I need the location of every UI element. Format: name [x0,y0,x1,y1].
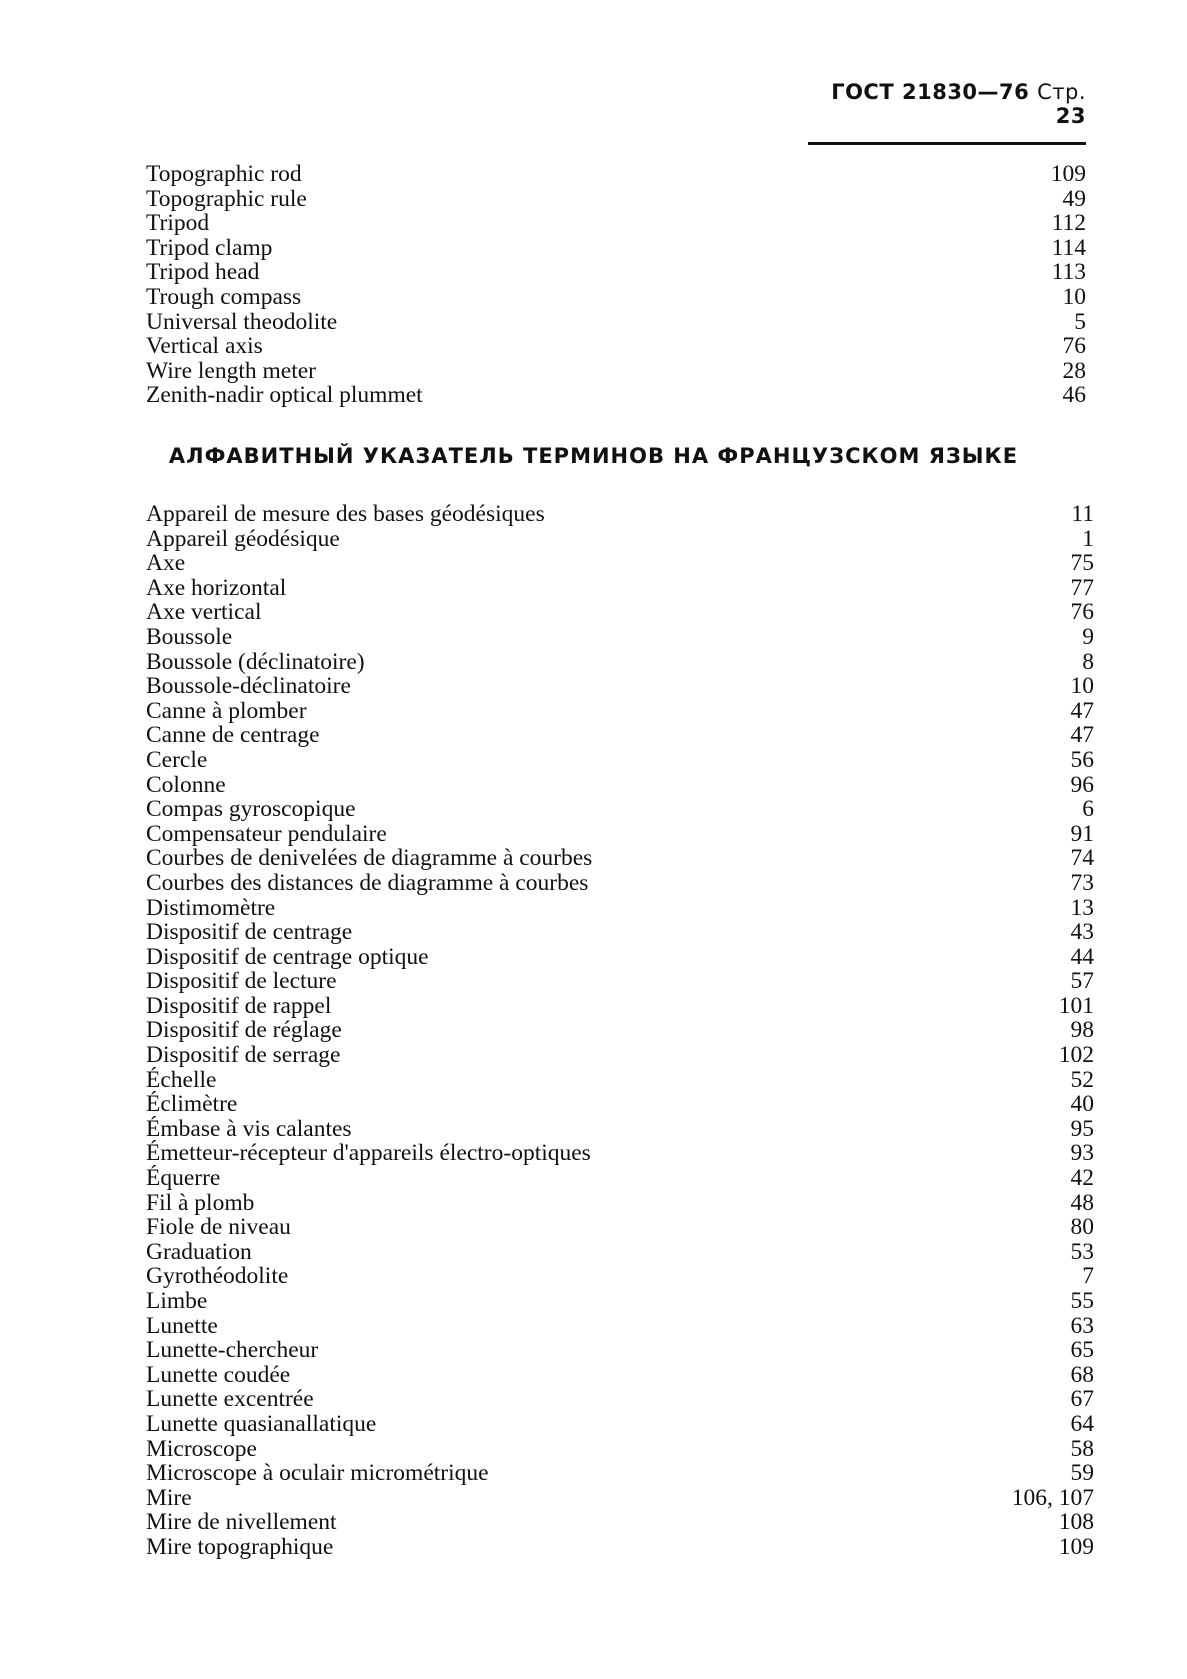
index-term: Fil à plomb [146,1189,255,1216]
index-term: Colonne [146,771,226,798]
index-entry [146,896,1094,921]
index-term: Vertical axis [146,333,263,360]
index-term: Appareil de mesure des bases géodésiques [146,501,545,527]
index-page-number: 8 [1082,648,1094,675]
index-term: Limbe [146,1288,208,1314]
index-entry [146,625,1094,650]
index-entry [146,699,1094,724]
index-entry [146,600,1094,625]
index-page-number: 67 [1070,1386,1094,1413]
index-page-number: 13 [1070,894,1094,921]
english-index-list [146,162,1086,408]
index-term: Dispositif de serrage [146,1042,341,1069]
index-term: Appareil géodésique [146,525,340,552]
index-page-number: 80 [1070,1214,1094,1241]
index-term: Canne à plomber [146,697,307,724]
index-page-number: 65 [1070,1337,1094,1364]
index-entry [146,1461,1094,1486]
index-term: Courbes des distances de diagramme à courbes [146,869,589,896]
page-header [808,80,1086,145]
index-entry [146,260,1086,285]
index-entry [146,1215,1094,1240]
index-entry [146,162,1086,187]
index-page-number: 76 [1070,599,1094,626]
index-page-number: 1 [1082,525,1094,552]
index-term: Dispositif de rappel [146,992,332,1019]
index-term: Boussole (déclinatoire) [146,648,365,675]
page-label: Стр. [1037,80,1086,104]
index-page-number: 112 [1051,210,1086,237]
index-page-number: 53 [1070,1238,1094,1265]
index-entry [146,994,1094,1019]
index-term: Distimomètre [146,894,276,921]
index-entry [146,551,1094,576]
index-entry [146,1166,1094,1191]
index-page-number: 98 [1070,1017,1094,1044]
index-term: Topographic rule [146,185,307,212]
index-entry [146,502,1094,527]
index-term: Mire de nivellement [146,1509,337,1536]
index-term: Mire topographique [146,1533,334,1560]
index-entry [146,1043,1094,1068]
index-term: Équerre [146,1165,221,1192]
index-entry [146,723,1094,748]
index-entry [146,650,1094,675]
index-page-number: 113 [1051,259,1086,286]
index-page-number: 49 [1062,185,1086,212]
index-page-number: 109 [1058,1533,1094,1560]
index-entry [146,1141,1094,1166]
page-number: 23 [1055,104,1086,128]
index-page-number: 101 [1058,992,1094,1019]
index-term: Dispositif de lecture [146,968,337,995]
index-page-number: 42 [1070,1165,1094,1192]
index-entry [146,920,1094,945]
index-entry [146,1314,1094,1339]
index-page-number: 106, 107 [1011,1484,1094,1511]
index-page-number: 11 [1071,501,1094,527]
index-entry [146,797,1094,822]
index-entry [146,310,1086,335]
index-entry [146,1117,1094,1142]
index-entry [146,1264,1094,1289]
index-entry [146,945,1094,970]
index-term: Axe horizontal [146,574,287,601]
index-term: Topographic rod [146,161,302,187]
index-page-number: 93 [1070,1140,1094,1167]
index-entry [146,1486,1094,1511]
index-term: Dispositif de centrage [146,919,353,946]
index-entry [146,1535,1094,1560]
index-term: Microscope à oculair micrométrique [146,1460,489,1487]
index-term: Émetteur-récepteur d'appareils électro-optiques [146,1140,591,1167]
index-entry [146,187,1086,212]
index-entry [146,846,1094,871]
index-entry [146,359,1086,384]
index-page-number: 57 [1070,968,1094,995]
index-term: Gyrothéodolite [146,1263,289,1290]
index-page-number: 10 [1062,283,1086,310]
index-page-number: 74 [1070,845,1094,872]
index-term: Lunette-chercheur [146,1337,319,1364]
index-page-number: 52 [1070,1066,1094,1093]
index-page-number: 109 [1050,161,1086,187]
index-term: Compensateur pendulaire [146,820,387,847]
index-term: Dispositif de centrage optique [146,943,429,970]
index-term: Microscope [146,1435,257,1462]
index-page-number: 47 [1070,722,1094,749]
index-entry [146,1338,1094,1363]
index-entry [146,1437,1094,1462]
index-entry [146,748,1094,773]
index-term: Lunette [146,1312,218,1339]
index-term: Échelle [146,1066,217,1093]
index-page-number: 68 [1070,1361,1094,1388]
index-term: Éclimètre [146,1091,238,1118]
index-page-number: 10 [1070,673,1094,700]
index-term: Tripod clamp [146,234,273,261]
standard-code: ГОСТ 21830—76 [831,80,1030,104]
french-index-heading: АЛФАВИТНЫЙ УКАЗАТЕЛЬ ТЕРМИНОВ НА ФРАНЦУЗСКОМ ЯЗЫКЕ [168,444,1019,468]
index-page-number: 43 [1070,919,1094,946]
index-term: Tripod head [146,259,260,286]
index-entry [146,527,1094,552]
index-entry [146,285,1086,310]
index-entry [146,969,1094,994]
index-term: Courbes de denivelées de diagramme à courbes [146,845,593,872]
index-entry [146,236,1086,261]
index-entry [146,871,1094,896]
index-entry [146,822,1094,847]
index-entry [146,1191,1094,1216]
index-page-number: 6 [1082,796,1094,823]
index-entry [146,773,1094,798]
index-page-number: 96 [1070,771,1094,798]
index-page-number: 73 [1070,869,1094,896]
index-term: Zenith-nadir optical plummet [146,382,423,409]
index-term: Fiole de niveau [146,1214,291,1241]
index-page-number: 9 [1082,623,1094,650]
index-term: Lunette coudée [146,1361,291,1388]
index-term: Boussole-déclinatoire [146,673,351,700]
index-page-number: 56 [1070,746,1094,773]
index-entry [146,383,1086,408]
index-page-number: 114 [1051,234,1086,261]
index-page-number: 77 [1070,574,1094,601]
index-page-number: 59 [1070,1460,1094,1487]
index-page-number: 63 [1070,1312,1094,1339]
index-term: Canne de centrage [146,722,320,749]
index-entry [146,1092,1094,1117]
index-term: Émbase à vis calantes [146,1115,352,1142]
index-page-number: 55 [1070,1288,1094,1314]
index-page-number: 58 [1070,1435,1094,1462]
index-term: Graduation [146,1238,252,1265]
index-page-number: 102 [1058,1042,1094,1069]
index-entry [146,1289,1094,1314]
index-entry [146,1363,1094,1388]
index-page-number: 40 [1070,1091,1094,1118]
index-page-number: 28 [1062,357,1086,384]
index-page-number: 48 [1070,1189,1094,1216]
index-entry [146,334,1086,359]
index-term: Dispositif de réglage [146,1017,342,1044]
index-page-number: 75 [1070,550,1094,577]
index-entry [146,1068,1094,1093]
french-index-list [146,502,1094,1560]
index-page-number: 44 [1070,943,1094,970]
index-term: Lunette quasianallatique [146,1410,377,1437]
index-page-number: 108 [1058,1509,1094,1536]
index-page-number: 46 [1062,382,1086,409]
index-entry [146,1412,1094,1437]
index-entry [146,674,1094,699]
index-entry [146,1510,1094,1535]
index-term: Boussole [146,623,233,650]
index-term: Mire [146,1484,192,1511]
index-entry [146,1387,1094,1412]
index-term: Cercle [146,746,208,773]
index-term: Axe vertical [146,599,262,626]
index-term: Trough compass [146,283,302,310]
index-term: Lunette excentrée [146,1386,314,1413]
index-entry [146,576,1094,601]
index-entry [146,211,1086,236]
index-term: Wire length meter [146,357,317,384]
index-term: Universal theodolite [146,308,338,335]
index-page-number: 76 [1062,333,1086,360]
index-page-number: 5 [1074,308,1086,335]
index-term: Compas gyroscopique [146,796,356,823]
index-page-number: 91 [1070,820,1094,847]
index-page-number: 64 [1070,1410,1094,1437]
index-page-number: 7 [1082,1263,1094,1290]
index-entry [146,1018,1094,1043]
index-page-number: 47 [1070,697,1094,724]
index-entry [146,1240,1094,1265]
index-term: Axe [146,550,186,577]
index-page-number: 95 [1070,1115,1094,1142]
index-term: Tripod [146,210,210,237]
